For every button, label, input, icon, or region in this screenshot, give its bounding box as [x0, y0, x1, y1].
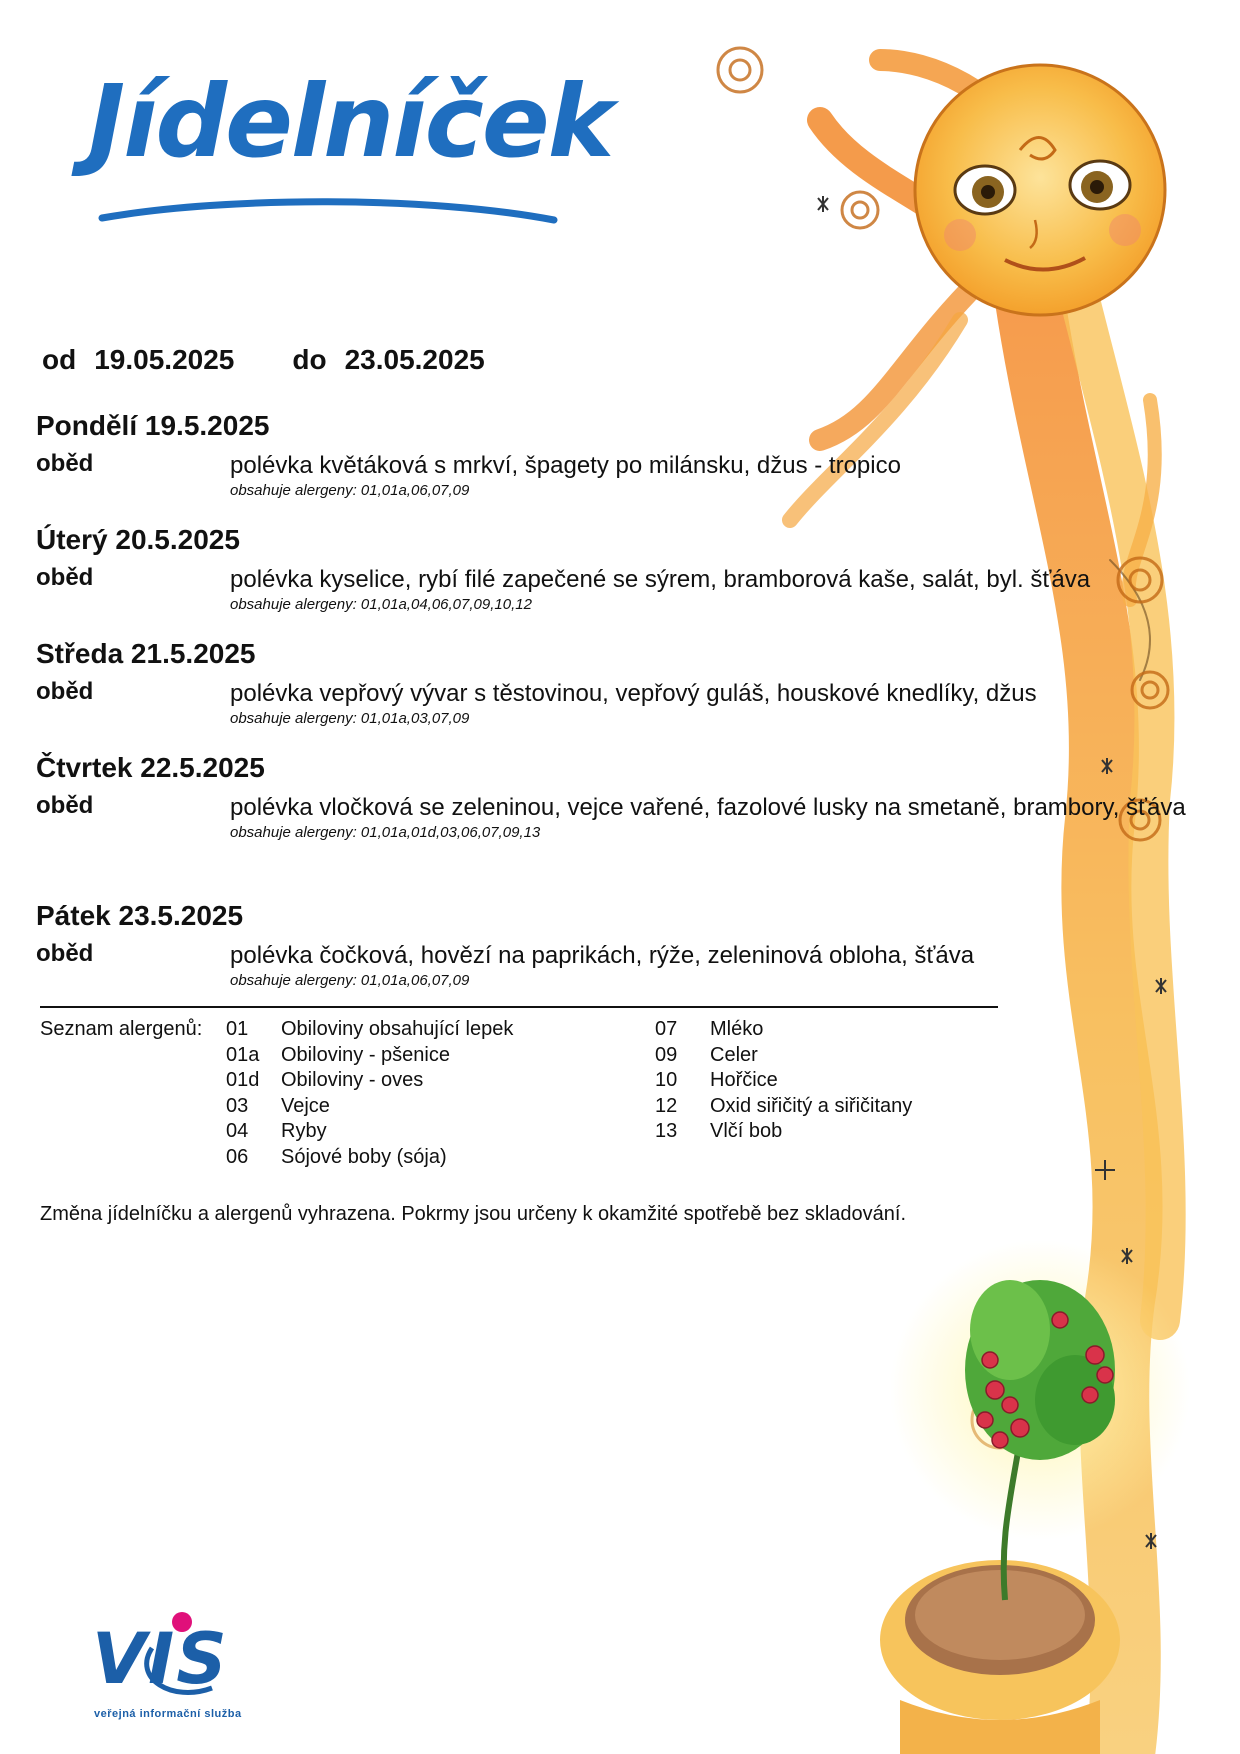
day-name: Úterý 20.5.2025 [36, 524, 240, 555]
allergen-item: 04 Ryby [226, 1120, 327, 1142]
allergen-item: 09 Celer [655, 1043, 758, 1066]
allergen-item: 07 Mléko [655, 1018, 764, 1040]
meal-label: oběd [36, 564, 94, 591]
allergen-item: 13 Vlčí bob [655, 1120, 783, 1142]
allergen-column-right [655, 1018, 912, 1146]
sun-face [915, 65, 1165, 315]
date-range [42, 344, 485, 376]
meal-description: polévka čočková, hovězí na paprikách, rýže, zeleninová obloha, šťáva [230, 942, 975, 969]
vis-logo-tagline: veřejná informační služba [94, 1708, 242, 1720]
day-friday [36, 900, 1156, 989]
day-name: Čtvrtek 22.5.2025 [36, 752, 265, 783]
vis-logo: VIS [92, 1618, 229, 1700]
meal-allergens: obsahuje alergeny: 01,01a,03,07,09 [230, 710, 470, 727]
day-name: Pondělí 19.5.2025 [36, 410, 270, 441]
day-monday [36, 410, 1156, 499]
meal-allergens: obsahuje alergeny: 01,01a,06,07,09 [230, 972, 470, 989]
allergen-column-left [226, 1018, 513, 1171]
allergen-item: 01a Obiloviny - pšenice [226, 1043, 450, 1066]
title-underline-swoosh [98, 196, 558, 226]
flower-pot [880, 1560, 1120, 1754]
range-to-label: do [292, 344, 327, 375]
meal-description: polévka vločková se zeleninou, vejce vařené, fazolové lusky na smetaně, brambory, šťáva [230, 794, 1186, 821]
meal-label: oběd [36, 678, 94, 705]
meal-allergens: obsahuje alergeny: 01,01a,04,06,07,09,10,12 [230, 596, 532, 613]
range-from-date: 19.05.2025 [94, 344, 235, 375]
allergen-item: 10 Hořčice [655, 1069, 778, 1091]
meal-description: polévka vepřový vývar s těstovinou, vepřový guláš, houskové knedlíky, džus [230, 680, 1037, 707]
day-tuesday [36, 524, 1156, 613]
day-wednesday [36, 638, 1156, 727]
allergen-list-heading: Seznam alergenů: [40, 1018, 203, 1040]
allergen-item: 03 Vejce [226, 1094, 330, 1117]
day-name: Středa 21.5.2025 [36, 638, 256, 669]
section-divider [40, 1006, 998, 1008]
range-from-label: od [42, 344, 77, 375]
page-title: Jídelníček [88, 63, 613, 180]
allergen-item: 01 Obiloviny obsahující lepek [226, 1018, 514, 1040]
meal-label: oběd [36, 792, 94, 819]
allergen-item: 06 Sójové boby (sója) [226, 1145, 447, 1168]
range-to-date: 23.05.2025 [344, 344, 485, 375]
meal-allergens: obsahuje alergeny: 01,01a,06,07,09 [230, 482, 470, 499]
disclaimer-note: Změna jídelníčku a alergenů vyhrazena. Pokrmy jsou určeny k okamžité spotřebě bez skladování. [40, 1203, 906, 1225]
meal-label: oběd [36, 450, 94, 477]
day-name: Pátek 23.5.2025 [36, 900, 244, 931]
meal-allergens: obsahuje alergeny: 01,01a,01d,03,06,07,09,13 [230, 824, 541, 841]
meal-label: oběd [36, 940, 94, 967]
day-thursday [36, 752, 1186, 841]
meal-description: polévka květáková s mrkví, špagety po milánsku, džus - tropico [230, 452, 901, 479]
allergen-item: 01d Obiloviny - oves [226, 1069, 424, 1091]
meal-description: polévka kyselice, rybí filé zapečené se sýrem, bramborová kaše, salát, byl. šťáva [230, 566, 1091, 593]
allergen-item: 12 Oxid siřičitý a siřičitany [655, 1094, 913, 1117]
